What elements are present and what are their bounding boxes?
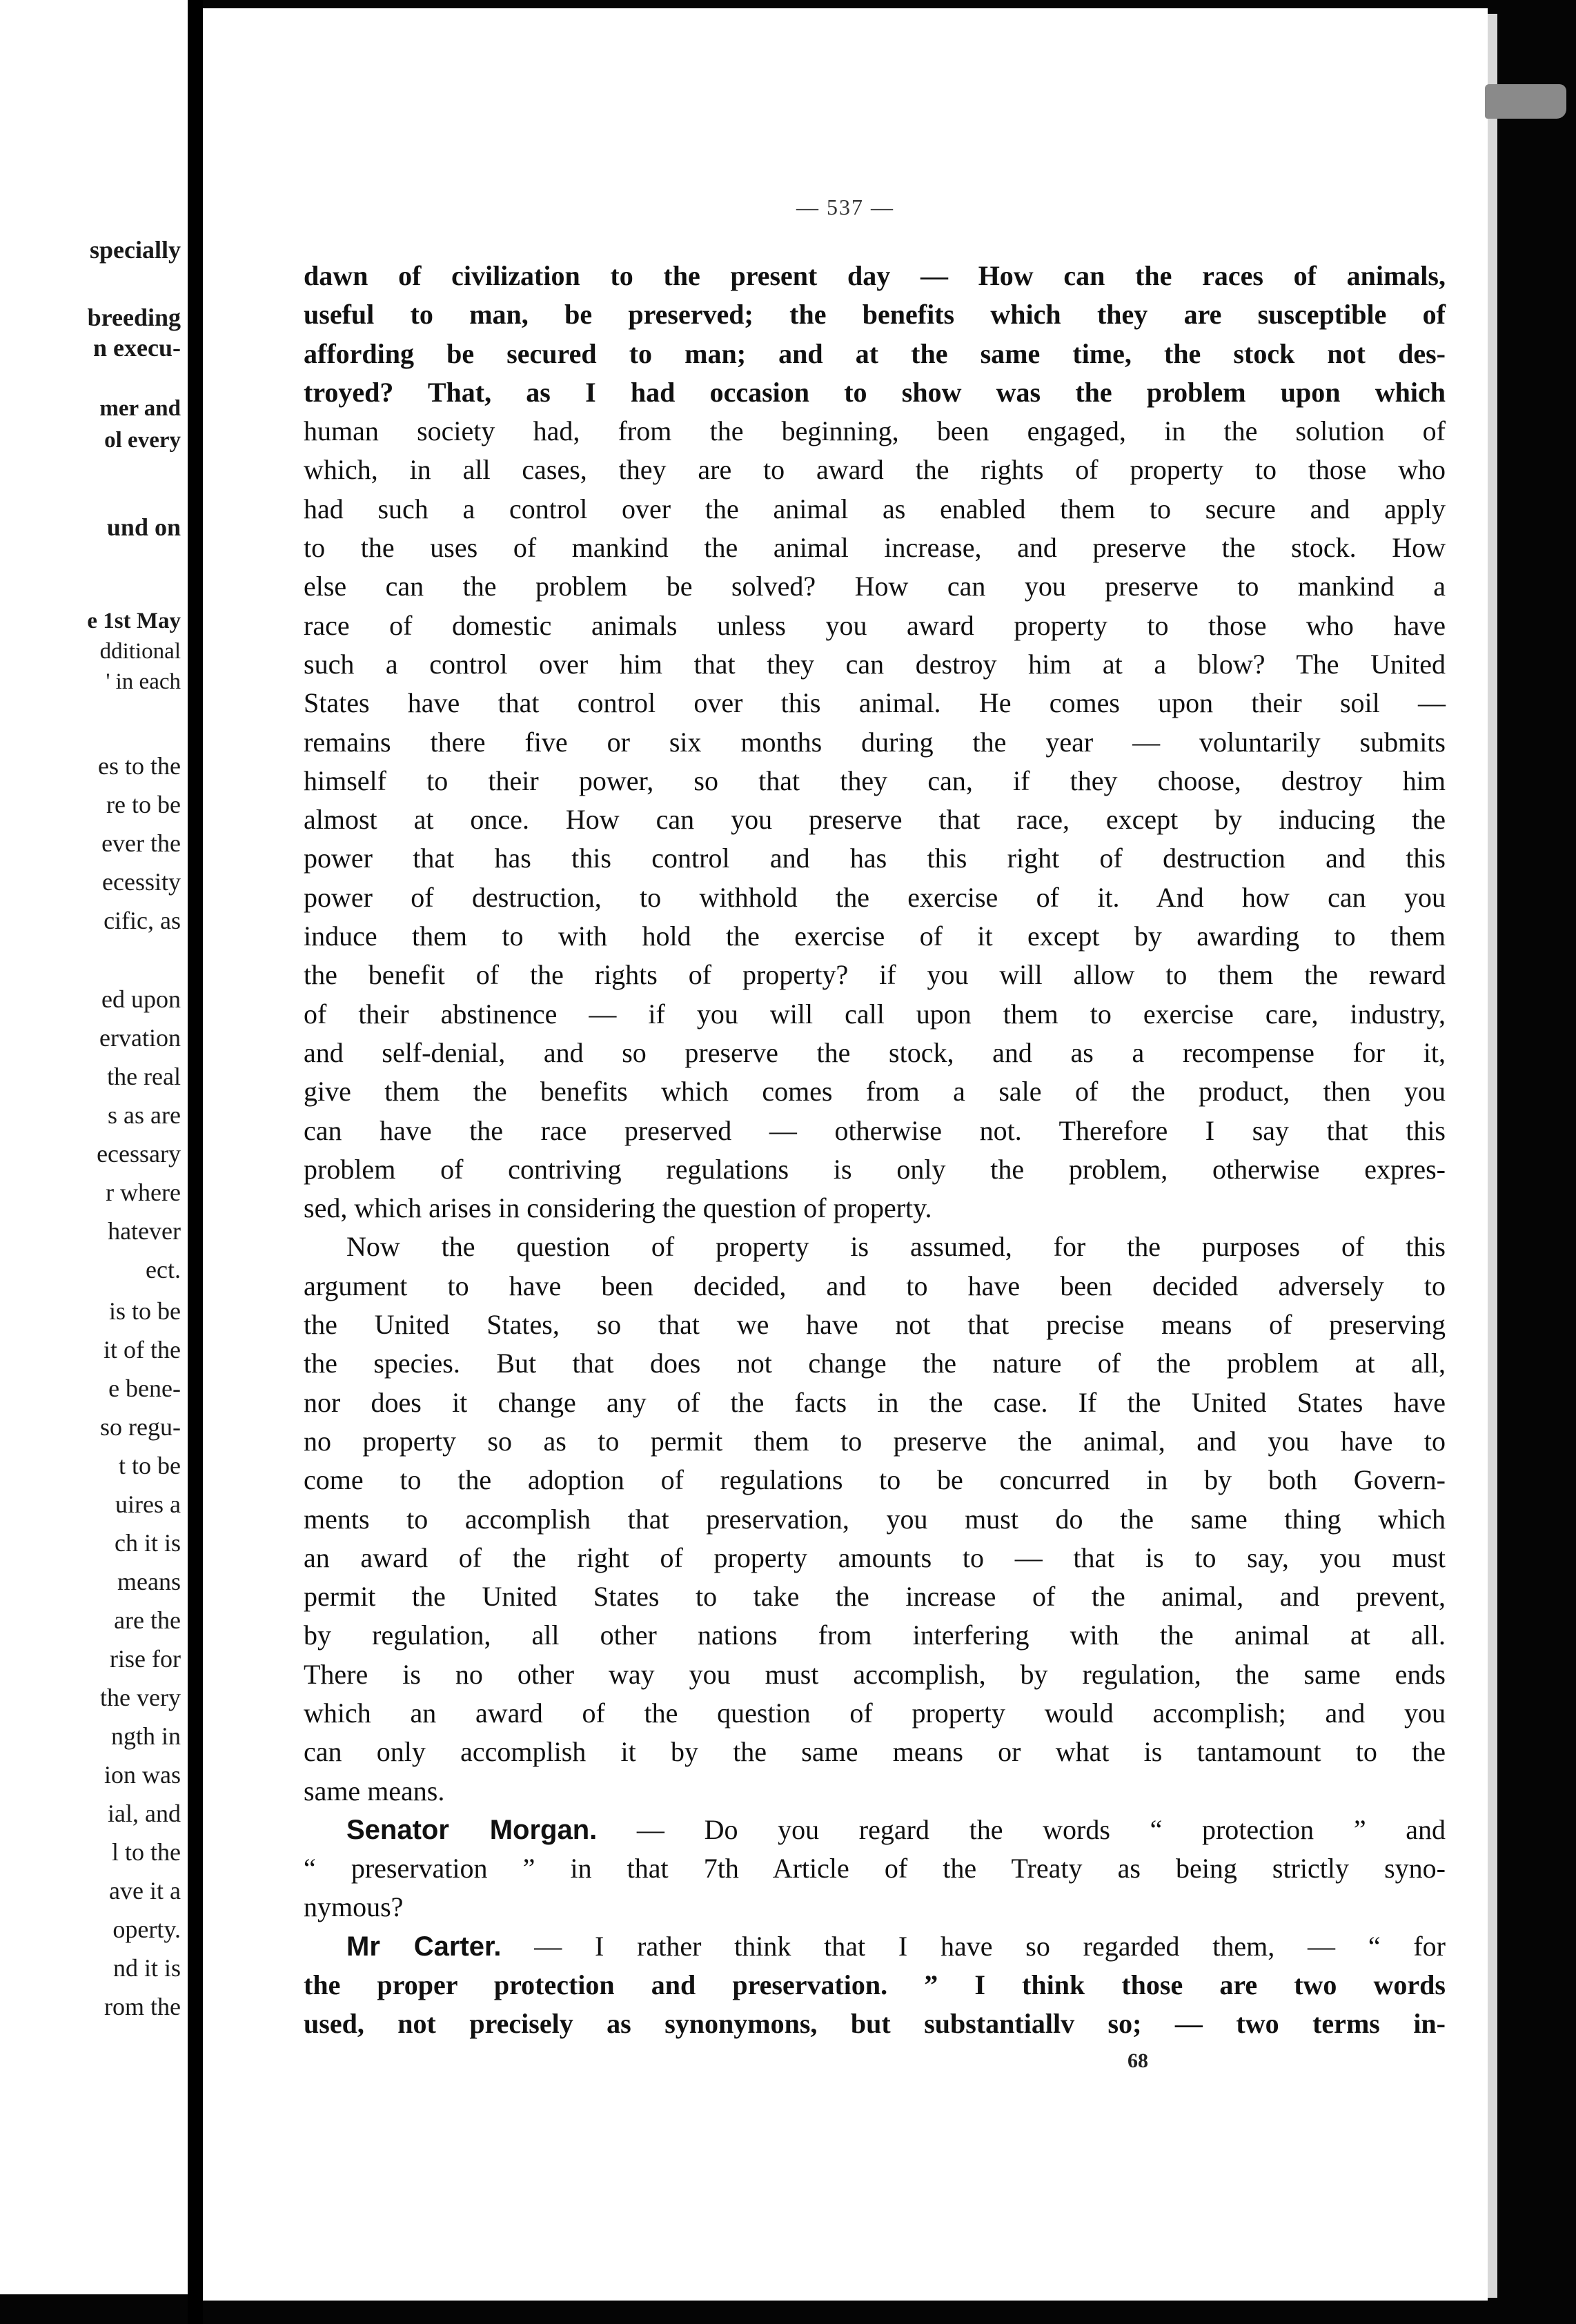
facing-page-line: l to the [112,1838,181,1866]
facing-page-line: rise for [110,1645,181,1673]
text-line: to the uses of mankind the animal increase, and preserve the stock. How [304,532,1446,564]
text-line: Now the question of property is assumed, for the purposes of this [346,1231,1446,1263]
text-line: useful to man, be preserved; the benefits which they are susceptible of [304,299,1446,331]
facing-page-line: t to be [119,1452,181,1479]
text-line: power of destruction, to withhold the exercise of it. And how can you [304,881,1446,913]
facing-page-line: re to be [106,791,181,818]
facing-page-line: ngth in [110,1722,181,1750]
page-edge [1488,14,1497,2298]
text-line: the benefit of the rights of property? if you will allow to them the reward [304,959,1446,991]
text-line: else can the problem be solved? How can you preserve to mankind a [304,571,1446,602]
text-line: race of domestic animals unless you award property to those who have [304,609,1446,641]
facing-page-line: the very [100,1684,181,1711]
text-line: give them the benefits which comes from a sale of the product, then you [304,1076,1446,1107]
speech-text: — Do you regard the words “ protection ” and [597,1813,1446,1845]
text-line: permit the United States to take the increase of the animal, and prevent, [304,1581,1446,1613]
facing-page-line: it of the [104,1336,181,1363]
facing-page-line: ecessity [102,868,181,896]
text-line: human society had, from the beginning, been engaged, in the solution of [304,415,1446,447]
text-line: almost at once. How can you preserve that race, except by inducing the [304,804,1446,836]
text-line: and self-denial, and so preserve the stock, and as a recompense for it, [304,1036,1446,1068]
body-text [304,257,1446,2044]
facing-page-line: uires a [115,1490,181,1518]
text-line: had such a control over the animal as enabled them to secure and apply [304,493,1446,524]
scanned-page [203,8,1488,2301]
text-line: the proper protection and preservation. ” I think those are two words [304,1969,1446,2001]
facing-page-line: ' in each [106,669,181,694]
text-line: can only accomplish it by the same means or what is tantamount to the [304,1736,1446,1768]
text-line: which an award of the question of property would accomplish; and you [304,1697,1446,1729]
text-line [304,1927,1446,1966]
facing-page-line: hatever [108,1217,181,1245]
facing-page-line: ever the [101,829,181,857]
facing-page-line: ecessary [97,1140,181,1168]
facing-page-line: breeding [87,304,181,331]
signature-mark: 68 [1127,2049,1148,2072]
text-line: There is no other way you must accomplish, by regulation, the same ends [304,1658,1446,1690]
facing-page-line: ect. [146,1256,181,1283]
facing-page-line: e bene- [108,1375,181,1402]
facing-page-line: ial, and [108,1800,181,1827]
text-line: States have that control over this animal. He comes upon their soil — [304,687,1446,719]
facing-page-line: cific, as [104,907,181,934]
facing-page-line: s as are [108,1101,181,1129]
facing-page-line: rom the [104,1993,181,2020]
text-line: induce them to with hold the exercise of it except by awarding to them [304,920,1446,952]
facing-page-line: r where [106,1179,181,1206]
text-line: used, not precisely as synonymons, but substantiallv so; — two terms in- [304,2008,1446,2040]
text-line: sed, which arises in considering the question of property. [304,1192,932,1224]
facing-page-line: operty. [112,1916,181,1943]
facing-page-line: means [117,1568,181,1595]
text-line: which, in all cases, they are to award the rights of property to those who [304,454,1446,486]
text-line: can have the race preserved — otherwise not. Therefore I say that this [304,1114,1446,1146]
text-line: the species. But that does not change the nature of the problem at all, [304,1348,1446,1379]
text-line: same means. [304,1775,445,1806]
text-line: dawn of civilization to the present day — How can the races of animals, [304,260,1446,291]
text-line: argument to have been decided, and to have been decided adversely to [304,1270,1446,1301]
facing-page-line: n execu- [93,334,181,362]
facing-page-line: ol every [104,428,181,453]
text-line: problem of contriving regulations is only the problem, otherwise expres- [304,1153,1446,1185]
book-gutter [188,0,203,2324]
facing-page-line: dditional [99,639,181,664]
facing-page-line: e 1st May [87,609,181,633]
text-line: nor does it change any of the facts in the case. If the United States have [304,1386,1446,1418]
facing-page-line: are the [114,1606,181,1634]
text-line: the United States, so that we have not that precise means of preserving [304,1309,1446,1341]
text-line: affording be secured to man; and at the same time, the stock not des- [304,337,1446,369]
text-line: by regulation, all other nations from interfering with the animal at all. [304,1619,1446,1651]
paper-tab [1485,84,1566,119]
facing-page-line: es to the [98,752,181,780]
facing-page-line: mer and [99,396,181,421]
facing-page-line: ave it a [109,1877,181,1904]
text-line: himself to their power, so that they can, if they choose, destroy him [304,765,1446,796]
text-line: such a control over him that they can destroy him at a blow? The United [304,648,1446,680]
facing-page-fragment [0,0,188,2294]
text-line: nymous? [304,1891,404,1923]
facing-page-line: nd it is [112,1954,181,1982]
facing-page-line: ch it is [115,1529,181,1557]
speech-text: — I rather think that I have so regarded them, — “ for [501,1930,1446,1962]
facing-page-line: ervation [99,1024,181,1052]
text-line: remains there five or six months during the year — voluntarily submits [304,726,1446,758]
text-line: no property so as to permit them to preserve the animal, and you have to [304,1425,1446,1457]
text-line: an award of the right of property amounts to — that is to say, you must [304,1542,1446,1573]
page-number: — 537 — [796,195,894,219]
speaker-name: Senator Morgan. [346,1814,598,1845]
facing-page-line: ed upon [101,985,181,1013]
facing-page-line: so regu- [100,1413,181,1441]
facing-page-line: und on [106,513,181,541]
facing-page-line: ion was [104,1761,181,1789]
text-line [304,1811,1446,1849]
text-line: come to the adoption of regulations to be concurred in by both Govern- [304,1464,1446,1496]
text-line: power that has this control and has this right of destruction and this [304,843,1446,874]
speaker-name: Mr Carter. [346,1931,502,1962]
facing-page-line: specially [90,236,181,264]
text-line: of their abstinence — if you will call upon them to exercise care, industry, [304,998,1446,1030]
facing-page-line: is to be [109,1297,181,1325]
text-line: troyed? That, as I had occasion to show was the problem upon which [304,376,1446,408]
text-line: ments to accomplish that preservation, you must do the same thing which [304,1503,1446,1535]
text-line: “ preservation ” in that 7th Article of the Treaty as being strictly syno- [304,1853,1446,1884]
facing-page-line: the real [107,1063,181,1090]
